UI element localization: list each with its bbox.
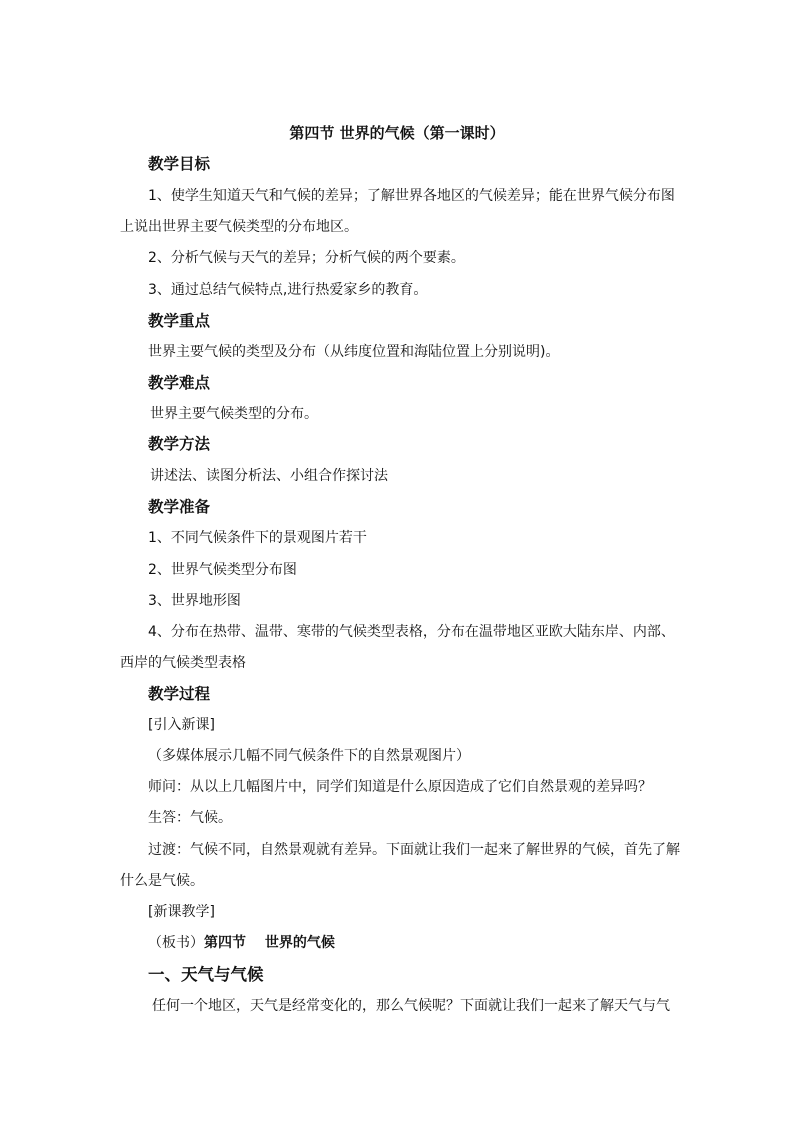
- prep-item-4-line-1: 4、分布在热带、温带、寒带的气候类型表格，分布在温带地区亚欧大陆东岸、内部、: [148, 624, 675, 640]
- objective-1-line-1: 1、使学生知道天气和气候的差异；了解世界各地区的气候差异；能在世界气候分布图: [148, 188, 675, 204]
- difficulty-text: 世界主要气候类型的分布。: [150, 406, 318, 422]
- difficulty-heading: 教学难点: [148, 373, 211, 392]
- transition-line-1: 过渡：气候不同，自然景观就有差异。下面就让我们一起来了解世界的气候，首先了解: [148, 842, 680, 858]
- prep-item-1: 1、不同气候条件下的景观图片若干: [148, 530, 367, 546]
- prep-heading: 教学准备: [148, 497, 211, 516]
- board-line: [148, 933, 335, 953]
- objective-1-line-2: 上说出世界主要气候类型的分布地区。: [120, 219, 358, 235]
- teacher-question: 师问：从以上几幅图片中，同学们知道是什么原因造成了它们自然景观的差异吗？: [148, 779, 652, 795]
- board-prefix: （板书）: [148, 935, 204, 951]
- prep-item-3: 3、世界地形图: [148, 593, 241, 609]
- method-heading: 教学方法: [148, 434, 211, 453]
- board-title: 第四节 世界的气候: [204, 935, 335, 951]
- objectives-heading: 教学目标: [148, 154, 211, 173]
- objective-2: 2、分析气候与天气的差异；分析气候的两个要素。: [148, 250, 465, 266]
- intro-label: [引入新课]: [148, 717, 215, 733]
- intro-media: （多媒体展示几幅不同气候条件下的自然景观图片）: [148, 748, 470, 764]
- key-heading: 教学重点: [148, 311, 211, 330]
- method-text: 讲述法、读图分析法、小组合作探讨法: [150, 468, 388, 484]
- section-1-heading: 一、天气与气候: [148, 965, 264, 984]
- transition-line-2: 什么是气候。: [120, 873, 204, 889]
- process-heading: 教学过程: [148, 684, 211, 703]
- student-answer: 生答：气候。: [148, 810, 232, 826]
- section-1-text: 任何一个地区，天气是经常变化的，那么气候呢？下面就让我们一起来了解天气与气: [152, 998, 670, 1014]
- key-text: 世界主要气候的类型及分布（从纬度位置和海陆位置上分别说明)。: [148, 344, 560, 360]
- objective-3: 3、通过总结气候特点,进行热爱家乡的教育。: [148, 282, 428, 298]
- page-title: 第四节 世界的气候（第一课时）: [289, 124, 505, 142]
- prep-item-2: 2、世界气候类型分布图: [148, 562, 297, 578]
- new-lesson-label: [新课教学]: [148, 904, 215, 920]
- prep-item-4-line-2: 西岸的气候类型表格: [120, 655, 246, 671]
